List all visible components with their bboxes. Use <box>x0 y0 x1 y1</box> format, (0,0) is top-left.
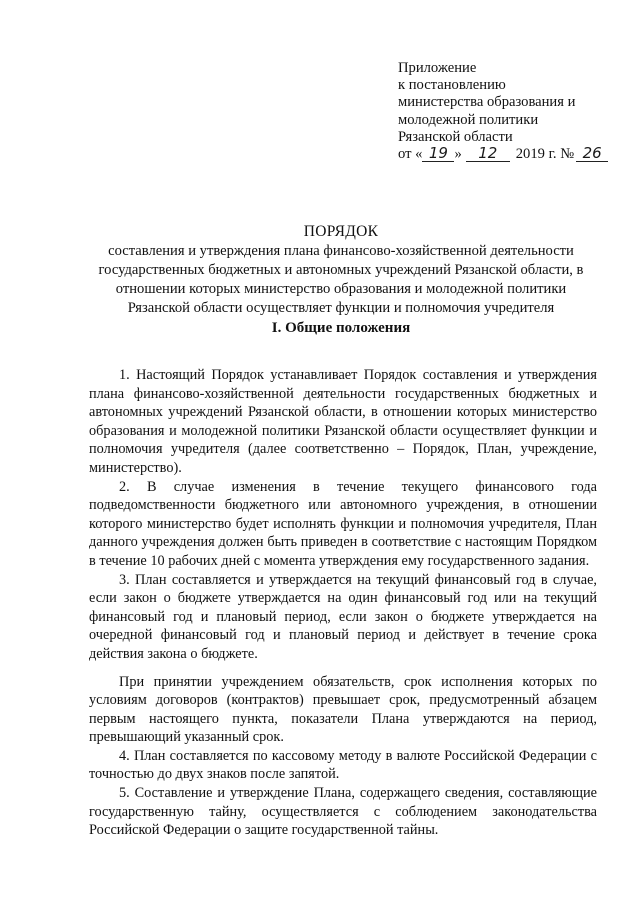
section-heading: I. Общие положения <box>271 320 411 336</box>
date-mid: » <box>454 146 462 163</box>
paragraph-2: 2. В случае изменения в течение текущего финансового года подведомственности бюджетного или автономного учреждения, в отношении которого министерство будет исполнять функции и полномочия учредителя, План данного учреждения должен быть приведен в соответствие с настоящим Порядком в течение 10 рабочих дней с момента утверждения ему государственного задания. <box>89 478 597 569</box>
date-prefix: от « <box>398 146 423 163</box>
appendix-line-5: Рязанской области <box>398 128 513 145</box>
handwritten-number: 26 <box>576 146 608 162</box>
paragraph-3-continued: При принятии учреждением обязательств, срок исполнения которых по условиям договоров (контрактов) превышает срок, предусмотренный абзацем первым настоящего пункта, показатели Плана утверждаются на период, превышающий указанный срок. <box>89 673 597 746</box>
appendix-line-2: к постановлению <box>398 77 506 94</box>
paragraph-1: 1. Настоящий Порядок устанавливает Порядок составления и утверждения плана финансово-хозяйственной деятельности государственных бюджетных и автономных учреждений Рязанской области, в отношении которых министерство образования и молодежной политики Рязанской области осуществляет функции и полномочия учредителя (далее соответственно – Порядок, План, учреждение, министерство). <box>89 367 597 476</box>
appendix-block <box>398 60 618 163</box>
appendix-line-3: министерства образования и <box>398 94 576 111</box>
date-suffix: 2019 г. № <box>515 146 575 163</box>
appendix-date-line <box>398 146 618 163</box>
paragraph-5: 5. Составление и утверждение Плана, содержащего сведения, составляющие государственную тайну, осуществляется с соблюдением законодательства Российской Федерации о защите государственной тайны. <box>89 785 597 839</box>
handwritten-month: 12 <box>466 146 510 162</box>
paragraph-3: 3. План составляется и утверждается на текущий финансовый год в случае, если закон о бюджете утверждается на один финансовый год или на текущий финансовый год и плановый период, если закон о бюджете утверждается на очередной финансовый год и плановый период и действует в течение срока действия закона о бюджете. <box>89 571 597 662</box>
paragraph-4: 4. План составляется по кассовому методу в валюте Российской Федерации с точностью до двух знаков после запятой. <box>89 747 597 783</box>
section-body <box>89 366 597 840</box>
handwritten-day: 19 <box>422 146 454 162</box>
appendix-line-1: Приложение <box>398 60 477 76</box>
document-subtitle: составления и утверждения плана финансово-хозяйственной деятельности государственных бюджетных и автономных учреждений Рязанской области, в отношении которых министерство образования и молодежной политики Рязанской области осуществляет функции и полномочия учредителя <box>98 243 584 316</box>
title-block <box>88 222 594 318</box>
appendix-line-4: молодежной политики <box>398 111 539 128</box>
document-title: ПОРЯДОК <box>303 223 379 240</box>
